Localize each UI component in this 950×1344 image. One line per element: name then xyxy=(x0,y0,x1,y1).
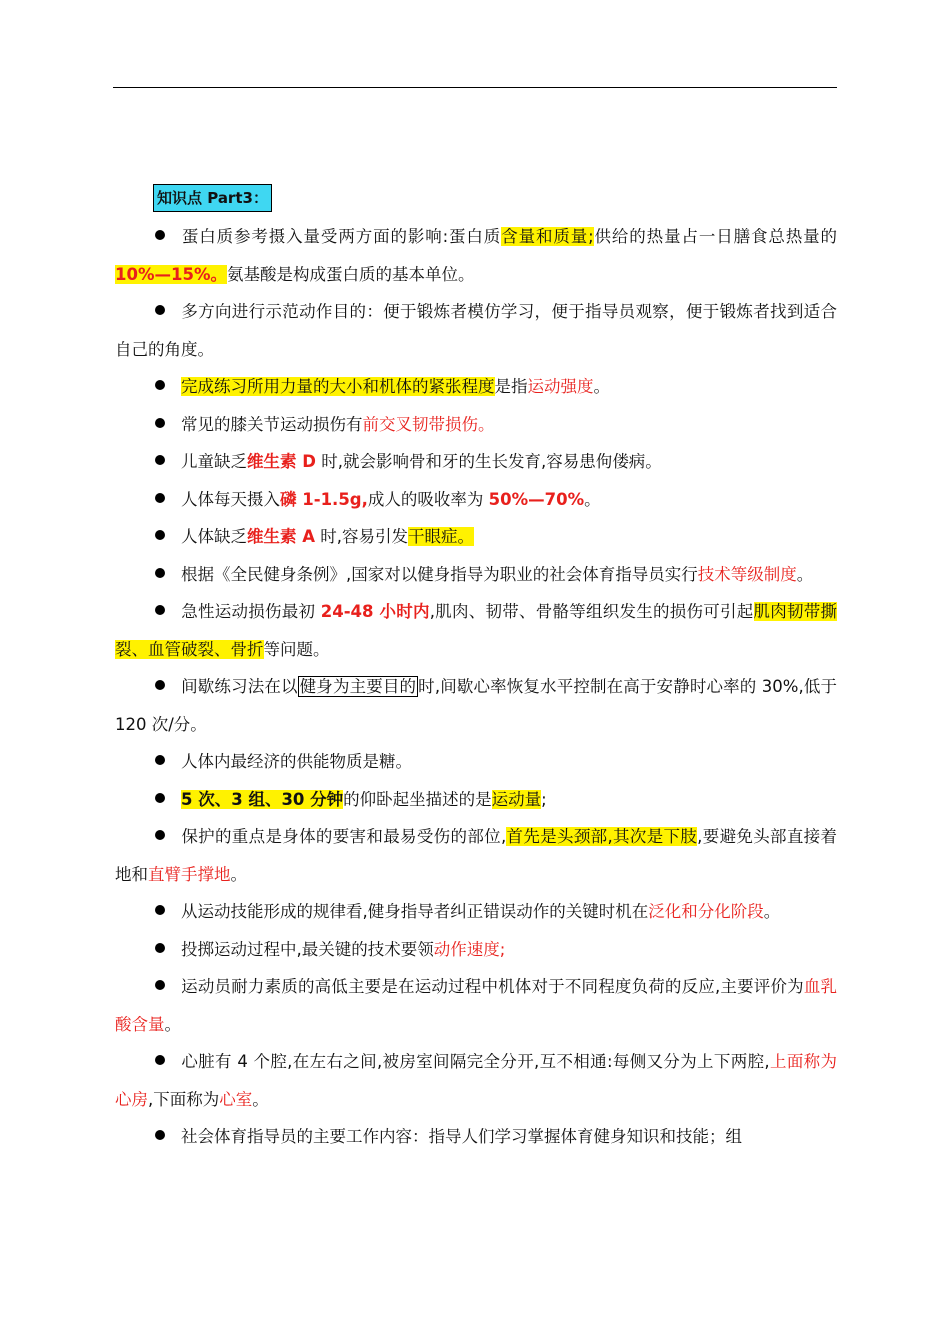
text-segment: 健身为主要目的 xyxy=(299,677,417,696)
text-segment: ,下面称为 xyxy=(148,1089,220,1109)
bullet-icon xyxy=(155,418,165,428)
text-segment: 5 次、3 组、30 分钟 xyxy=(181,789,344,809)
text-segment: 。 xyxy=(584,489,601,509)
bullet-icon xyxy=(155,230,165,240)
bullet-icon xyxy=(155,1055,165,1065)
bullet-item xyxy=(115,406,837,444)
bullet-icon xyxy=(155,605,165,615)
text-segment: 常见的膝关节运动损伤有 xyxy=(181,414,363,434)
bullet-icon xyxy=(155,493,165,503)
text-segment: 干眼症。 xyxy=(408,527,475,546)
text-segment: 急性运动损伤最初 xyxy=(181,602,321,621)
bullet-item xyxy=(115,893,837,931)
text-segment: 成人的吸收率为 xyxy=(367,489,489,509)
text-segment: 时,容易引发 xyxy=(315,527,409,546)
text-segment: 维生素 D xyxy=(247,452,316,471)
bullet-item xyxy=(115,293,837,368)
bullet-icon xyxy=(155,830,165,840)
text-segment: 保护的重点是身体的要害和最易受伤的部位, xyxy=(181,827,507,846)
text-segment: 。 xyxy=(164,1014,181,1034)
text-segment: 人体内最经济的供能物质是糖。 xyxy=(181,752,412,771)
text-segment: 上面称为心房 xyxy=(115,1052,838,1109)
bullet-item xyxy=(115,481,837,519)
text-segment: 24-48 小时内 xyxy=(320,602,430,621)
text-segment: 儿童缺乏 xyxy=(181,452,247,471)
text-segment: 是指 xyxy=(494,377,528,396)
text-segment: 时,间歇心率恢复水平控制在高于安静时心率的 30%,低于 120 次/分。 xyxy=(115,677,838,734)
bullet-item xyxy=(115,1118,837,1156)
bullet-icon xyxy=(155,1130,165,1140)
text-segment: 。 xyxy=(796,564,814,584)
text-segment: 人体缺乏 xyxy=(181,527,247,546)
text-segment: 50%—70% xyxy=(488,489,585,509)
bullet-item xyxy=(115,368,837,406)
text-segment: 。 xyxy=(763,902,781,921)
text-segment: 动作速度; xyxy=(433,939,506,959)
text-segment: 根据《全民健身条例》,国家对以健身指导为职业的社会体育指导员实行 xyxy=(181,564,698,584)
bullet-list xyxy=(115,218,837,1156)
text-segment: 技术等级制度 xyxy=(697,564,797,584)
bullet-icon xyxy=(155,568,165,578)
bullet-item xyxy=(115,781,837,819)
text-segment: 。 xyxy=(593,377,610,396)
text-segment: 的仰卧起坐描述的是 xyxy=(343,789,492,809)
bullet-item xyxy=(115,743,837,781)
bullet-icon xyxy=(155,905,165,915)
text-segment: 完成练习所用力量的大小和机体的紧张程度 xyxy=(181,377,495,396)
bullet-item xyxy=(115,218,837,293)
section-heading: 知识点 Part3： xyxy=(153,184,272,212)
bullet-item xyxy=(115,556,837,594)
text-segment: 泛化和分化阶段 xyxy=(648,902,764,921)
bullet-item xyxy=(115,593,837,668)
text-segment: 人体每天摄入 xyxy=(181,489,280,509)
bullet-icon xyxy=(155,980,165,990)
text-segment: ; xyxy=(541,789,547,809)
bullet-icon xyxy=(155,380,165,390)
bullet-icon xyxy=(155,305,165,315)
bullet-item xyxy=(115,931,837,969)
bullet-icon xyxy=(155,793,165,803)
bullet-icon xyxy=(155,943,165,953)
text-segment: 运动员耐力素质的高低主要是在运动过程中机体对于不同程度负荷的反应,主要评价为 xyxy=(181,977,804,996)
text-segment: 直臂手撑地 xyxy=(148,864,231,884)
text-segment: 维生素 A xyxy=(247,527,316,546)
bullet-item xyxy=(115,668,837,743)
text-segment: 10%—15%。 xyxy=(115,264,227,284)
header-rule xyxy=(113,87,837,88)
text-segment: 。 xyxy=(252,1089,269,1109)
text-segment: 氨基酸是构成蛋白质的基本单位。 xyxy=(227,264,475,284)
text-segment: 投掷运动过程中,最关键的技术要领 xyxy=(181,939,434,959)
bullet-item xyxy=(115,968,837,1043)
text-segment: 血乳酸含量 xyxy=(115,977,838,1034)
text-segment: 。 xyxy=(230,864,247,884)
bullet-icon xyxy=(155,455,165,465)
bullet-item xyxy=(115,818,837,893)
text-segment: 等问题。 xyxy=(263,639,330,659)
bullet-icon xyxy=(155,755,165,765)
text-segment: 肌肉韧带撕裂、血管破裂、骨折 xyxy=(115,602,838,659)
text-segment: 首先是头颈部,其次是下肢 xyxy=(506,827,698,846)
text-segment: 运动量 xyxy=(491,789,542,809)
text-segment: 蛋白质参考摄入量受两方面的影响:蛋白质 xyxy=(181,227,502,246)
bullet-item xyxy=(115,518,837,556)
text-segment: 心室 xyxy=(219,1089,253,1109)
text-segment: 间歇练习法在以 xyxy=(181,677,298,696)
text-segment: 前交叉韧带损伤。 xyxy=(362,414,495,434)
text-segment: ,肌肉、韧带、骨骼等组织发生的损伤可引起 xyxy=(429,602,754,621)
bullet-item xyxy=(115,1043,837,1118)
text-segment: 含量和质量; xyxy=(501,227,594,246)
text-segment: 供给的热量占一日膳食总热量的 xyxy=(593,227,837,246)
text-segment: 运动强度 xyxy=(527,377,594,396)
bullet-item xyxy=(115,443,837,481)
text-segment: 社会体育指导员的主要工作内容：指导人们学习掌握体育健身知识和技能；组 xyxy=(181,1127,742,1146)
text-segment: ,要避免头部直接着地和 xyxy=(115,827,838,884)
text-segment: 磷 1-1.5g, xyxy=(280,489,368,509)
bullet-icon xyxy=(155,680,165,690)
text-segment: 多方向进行示范动作目的：便于锻炼者模仿学习，便于指导员观察，便于锻炼者找到适合自己的角度。 xyxy=(115,302,837,359)
text-segment: 从运动技能形成的规律看,健身指导者纠正错误动作的关键时机在 xyxy=(181,902,649,921)
text-segment: 心脏有 4 个腔,在左右之间,被房室间隔完全分开,互不相通:每侧又分为上下两腔, xyxy=(181,1052,770,1071)
text-segment: 时,就会影响骨和牙的生长发育,容易患佝偻病。 xyxy=(315,452,662,471)
bullet-icon xyxy=(155,530,165,540)
